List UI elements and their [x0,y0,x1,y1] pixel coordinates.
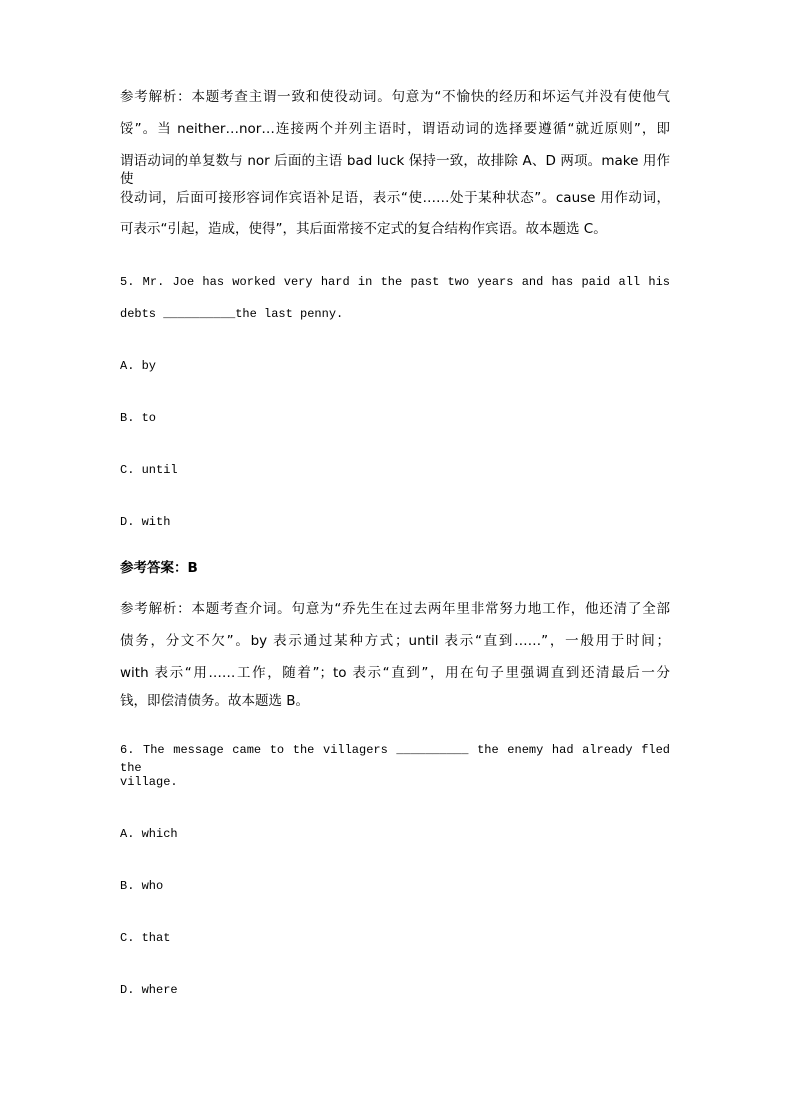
question-5-analysis-line: 钱，即偿清债务。故本题选 B。 [120,693,310,709]
question-6-option-b: B. who [120,879,164,893]
question-5-option-b: B. to [120,411,157,425]
question-5-option-c: C. until [120,463,178,477]
question-6-option-d: D. where [120,983,178,997]
question-6-stem: village. [120,775,178,789]
analysis-4-line: 馁”。当 neither…nor…连接两个并列主语时，谓语动词的选择要遵循“就近原则”，即 [120,121,670,137]
question-6-option-c: C. that [120,931,171,945]
analysis-4-line: 参考解析：本题考查主谓一致和使役动词。句意为“不愉快的经历和坏运气并没有使他气 [120,89,670,105]
question-6-option-a: A. which [120,827,178,841]
analysis-4-line: 可表示“引起，造成，使得”，其后面常接不定式的复合结构作宾语。故本题选 C。 [120,221,607,237]
question-5-option-a: A. by [120,359,157,373]
question-6-stem: 6. The message came to the villagers __________ the enemy had already fled the [120,743,670,775]
question-5-analysis-line: 债务，分文不欠”。by 表示通过某种方式；until 表示“直到……”，一般用于时间； [120,633,670,649]
question-5-stem: 5. Mr. Joe has worked very hard in the past two years and has paid all his [120,275,670,289]
analysis-4-line: 谓语动词的单复数与 nor 后面的主语 bad luck 保持一致，故排除 A、D 两项。make 用作使 [120,153,670,187]
question-5-answer: 参考答案：B [120,560,198,576]
question-5-option-d: D. with [120,515,171,529]
question-5-stem: debts __________the last penny. [120,307,344,321]
analysis-4-line: 役动词，后面可接形容词作宾语补足语，表示“使……处于某种状态”。cause 用作动词， [120,190,670,206]
question-5-analysis-line: 参考解析：本题考查介词。句意为“乔先生在过去两年里非常努力地工作，他还清了全部 [120,601,670,617]
question-5-analysis-line: with 表示“用……工作，随着”；to 表示“直到”，用在句子里强调直到还清最后一分 [120,665,670,681]
